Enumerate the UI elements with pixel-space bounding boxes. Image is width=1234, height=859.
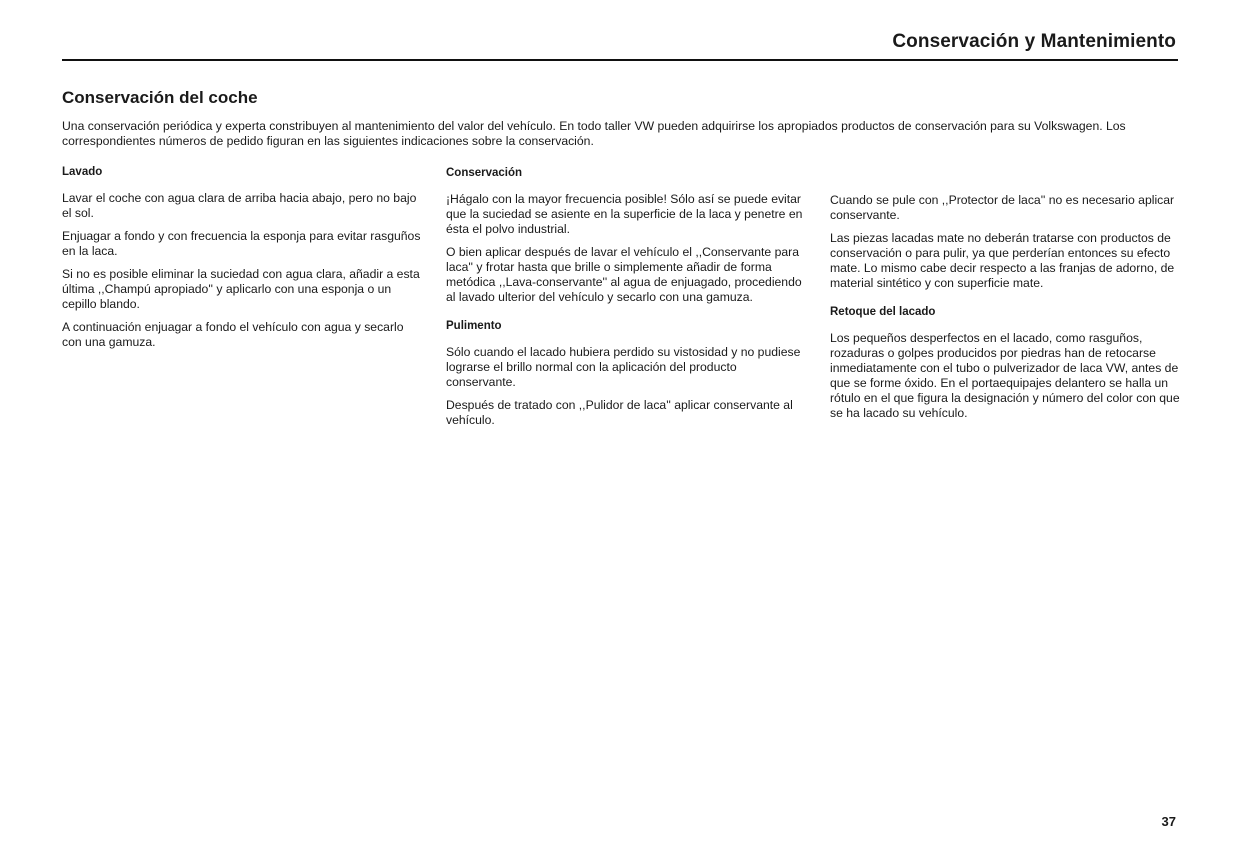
lavado-heading: Lavado bbox=[62, 166, 103, 178]
conservacion-paragraph: ¡Hágalo con la mayor frecuencia posible! Sólo así se puede evitar que la suciedad se asiente en la superficie de la laca y penetre en ésta el polvo industrial. bbox=[446, 192, 803, 236]
pulimento-heading: Pulimento bbox=[446, 320, 502, 332]
column-conservacion bbox=[446, 166, 808, 436]
lavado-paragraph: A continuación enjuagar a fondo el vehículo con agua y secarlo con una gamuza. bbox=[62, 320, 404, 349]
mate-paragraph: Las piezas lacadas mate no deberán tratarse con productos de conservación o para pulir, ya que perderían entonces su efecto mate. Lo mismo cabe decir respecto a las franjas de adorno, de material sintético y con superficie mate. bbox=[830, 231, 1175, 290]
intro-paragraph: Una conservación periódica y experta constribuyen al mantenimiento del valor del vehículo. En todo taller VW pueden adquirirse los apropiados productos de conservación para su Volkswagen. Los correspondientes números de pedido figuran en las siguientes indicaciones sobre la conservación. bbox=[62, 119, 1126, 148]
page-number: 37 bbox=[1161, 814, 1176, 829]
conservacion-paragraph: O bien aplicar después de lavar el vehículo el ,,Conservante para laca'' y frotar hasta que brille o simplemente añadir de forma metódica ,,Lava-conservante'' al agua de enjuagado, procediendo al lavado ulterior del vehículo y secarlo con una gamuza. bbox=[446, 245, 802, 304]
lavado-paragraph: Enjuagar a fondo y con frecuencia la esponja para evitar rasguños en la laca. bbox=[62, 229, 421, 258]
retoque-paragraph: Los pequeños desperfectos en el lacado, como rasguños, rozaduras o golpes producidos por piedras han de retocarse inmediatamente con el tubo o pulverizador de laca VW, antes de que se forme óxido. En el portaequipajes delantero se halla un rótulo en el que figura la designación y número del color con que se ha lacado su vehículo. bbox=[830, 331, 1180, 420]
lavado-paragraph: Si no es posible eliminar la suciedad con agua clara, añadir a esta última ,,Champú apropiado'' y aplicarlo con una esponja o un cepillo blando. bbox=[62, 267, 420, 311]
conservacion-heading: Conservación bbox=[446, 167, 523, 179]
lavado-paragraph: Lavar el coche con agua clara de arriba hacia abajo, pero no bajo el sol. bbox=[62, 191, 417, 220]
column-third bbox=[830, 193, 1190, 429]
column-lavado bbox=[62, 165, 422, 358]
page-header-title: Conservación y Mantenimiento bbox=[892, 31, 1176, 52]
pulimento-paragraph: Después de tratado con ,,Pulidor de laca'' aplicar conservante al vehículo. bbox=[446, 398, 793, 427]
header-rule bbox=[62, 59, 1178, 61]
pulimento-paragraph: Sólo cuando el lacado hubiera perdido su vistosidad y no pudiese lograrse el brillo normal con la aplicación del producto conservante. bbox=[446, 345, 801, 389]
retoque-heading: Retoque del lacado bbox=[830, 306, 936, 318]
protector-paragraph: Cuando se pule con ,,Protector de laca'' no es necesario aplicar conservante. bbox=[830, 193, 1175, 222]
section-title: Conservación del coche bbox=[62, 88, 258, 107]
